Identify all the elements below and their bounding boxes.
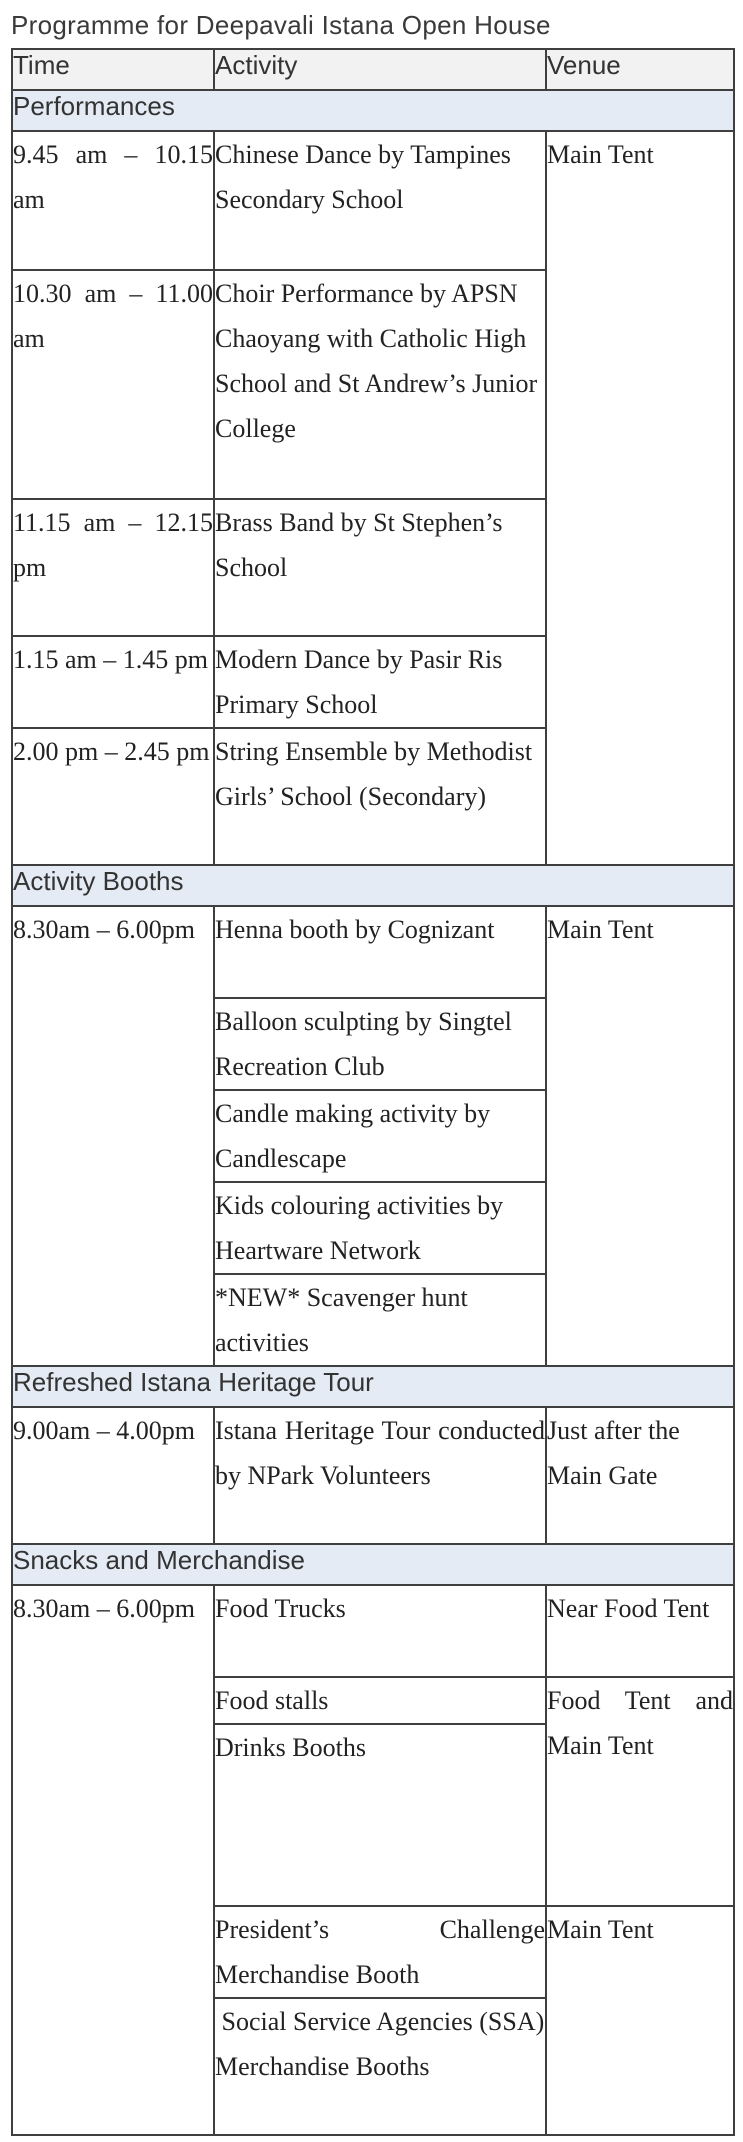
table-row: [12, 906, 734, 998]
venue-cell: Just after the Main Gate: [546, 1407, 734, 1544]
column-header-time: Time: [12, 49, 214, 90]
venue-cell: Main Tent: [546, 906, 734, 1366]
time-cell: 10.30 am – 11.00 am: [12, 270, 214, 499]
activity-cell: Food stalls: [214, 1677, 546, 1724]
section-title-activity-booths: Activity Booths: [12, 865, 734, 906]
activity-cell: Choir Performance by APSN Chaoyang with Catholic High School and St Andrew’s Junior College: [214, 270, 546, 499]
activity-cell: Modern Dance by Pasir Ris Primary School: [214, 636, 546, 728]
section-title-snacks: Snacks and Merchandise: [12, 1544, 734, 1585]
time-cell: 9.45 am – 10.15 am: [12, 131, 214, 270]
activity-cell: *NEW* Scavenger hunt activities: [214, 1274, 546, 1366]
activity-cell: Kids colouring activities by Heartware Network: [214, 1182, 546, 1274]
section-row-performances: [12, 90, 734, 131]
section-row-snacks: [12, 1544, 734, 1585]
section-title-heritage-tour: Refreshed Istana Heritage Tour: [12, 1366, 734, 1407]
table-row: [12, 1407, 734, 1544]
programme-table: [11, 48, 735, 2136]
table-row: [12, 1585, 734, 1677]
section-row-heritage-tour: [12, 1366, 734, 1407]
time-cell: 8.30am – 6.00pm: [12, 906, 214, 1366]
venue-cell: Main Tent: [546, 131, 734, 865]
venue-cell: Food Tent and Main Tent: [546, 1677, 734, 1906]
venue-cell: Near Food Tent: [546, 1585, 734, 1677]
activity-cell: Balloon sculpting by Singtel Recreation Club: [214, 998, 546, 1090]
section-title-performances: Performances: [12, 90, 734, 131]
time-cell: 1.15 am – 1.45 pm: [12, 636, 214, 728]
time-cell: 8.30am – 6.00pm: [12, 1585, 214, 2135]
page-title: Programme for Deepavali Istana Open House: [11, 10, 551, 40]
activity-cell: Chinese Dance by Tampines Secondary School: [214, 131, 546, 270]
section-row-activity-booths: [12, 865, 734, 906]
activity-cell: Brass Band by St Stephen’s School: [214, 499, 546, 636]
time-cell: 2.00 pm – 2.45 pm: [12, 728, 214, 865]
activity-cell: Social Service Agencies (SSA) Merchandise Booths: [214, 1998, 546, 2135]
venue-cell: Main Tent: [546, 1906, 734, 2135]
time-cell: 11.15 am – 12.15 pm: [12, 499, 214, 636]
column-header-activity: Activity: [214, 49, 546, 90]
activity-cell: President’s Challenge Merchandise Booth: [214, 1906, 546, 1998]
activity-cell: Candle making activity by Candlescape: [214, 1090, 546, 1182]
activity-cell: Food Trucks: [214, 1585, 546, 1677]
activity-cell: String Ensemble by Methodist Girls’ School (Secondary): [214, 728, 546, 865]
activity-cell: Drinks Booths: [214, 1724, 546, 1906]
column-header-venue: Venue: [546, 49, 734, 90]
time-cell: 9.00am – 4.00pm: [12, 1407, 214, 1544]
table-row: [12, 131, 734, 270]
activity-cell: Istana Heritage Tour conducted by NPark Volunteers: [214, 1407, 546, 1544]
header-row: [12, 49, 734, 90]
activity-cell: Henna booth by Cognizant: [214, 906, 546, 998]
